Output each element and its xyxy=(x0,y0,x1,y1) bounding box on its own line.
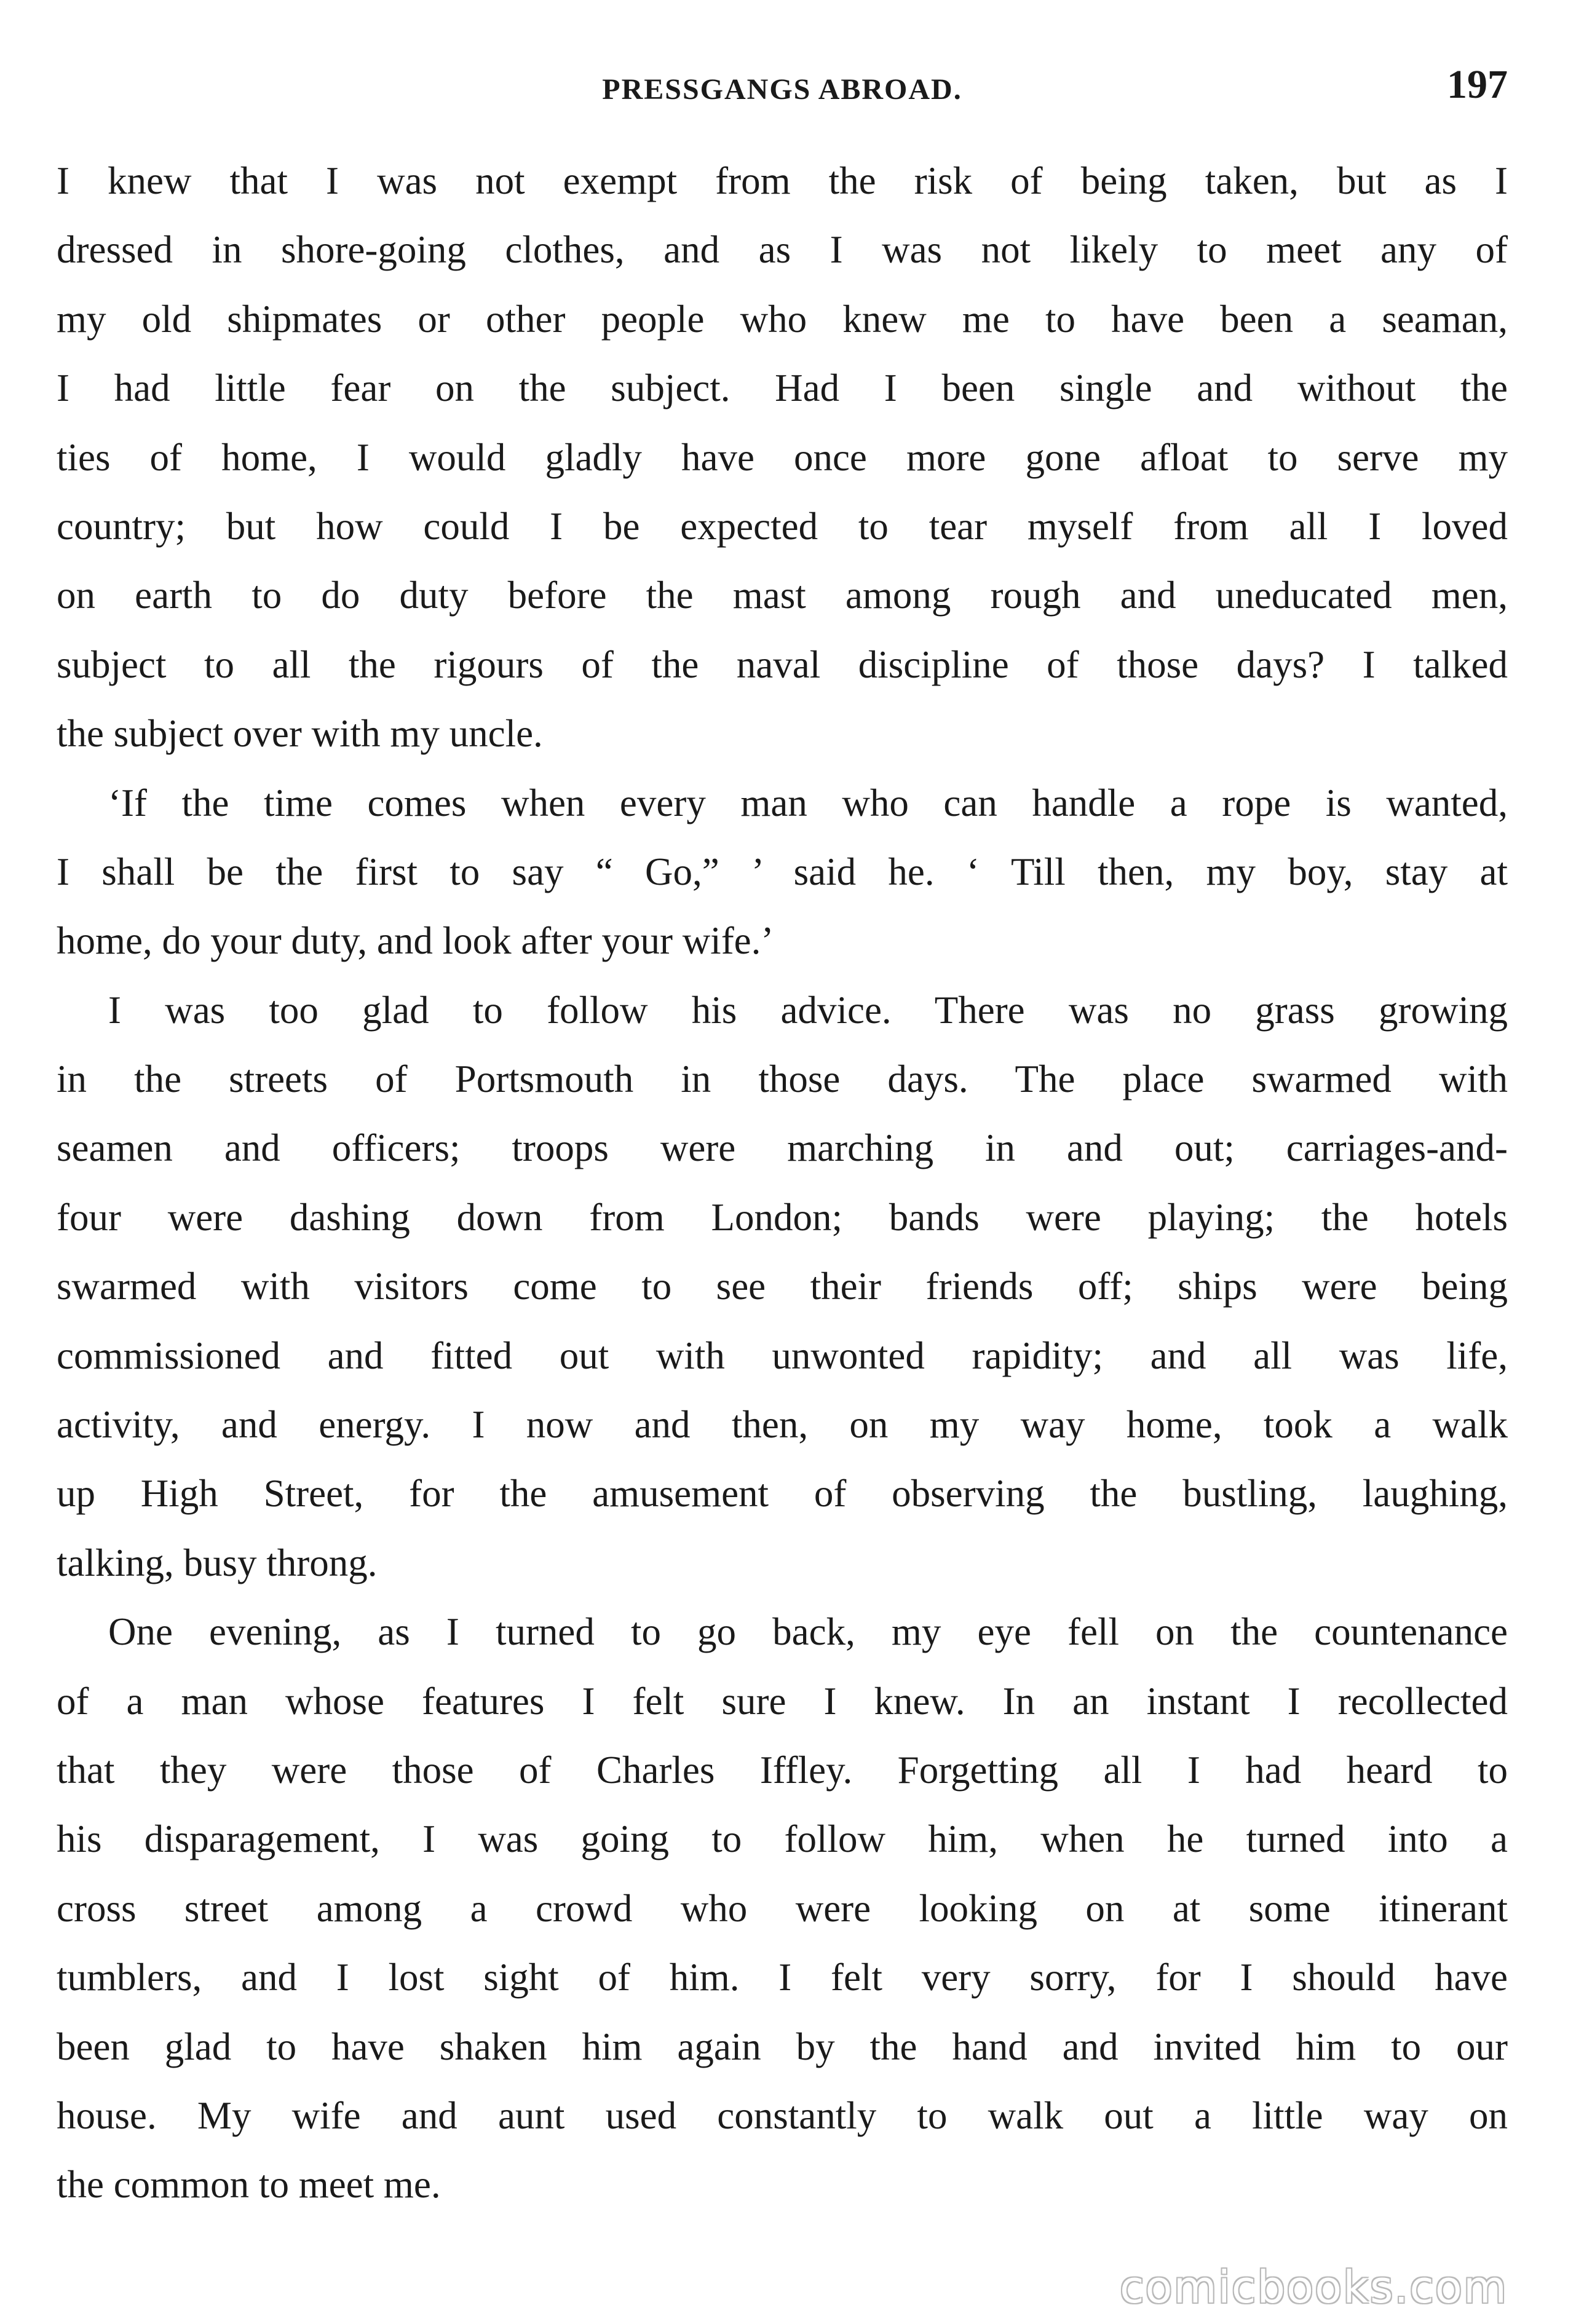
page-number: 197 xyxy=(1447,62,1508,107)
text-line: I had little fear on the subject. Had I been single and without the xyxy=(57,366,1508,410)
text-line: of a man whose features I felt sure I knew. In an instant I recollected xyxy=(57,1679,1508,1723)
paragraph-1 xyxy=(57,146,1508,769)
text-line: ties of home, I would gladly have once more gone afloat to serve my xyxy=(57,435,1508,479)
text-line: in the streets of Portsmouth in those days. The place swarmed with xyxy=(57,1057,1508,1101)
text-line: seamen and officers; troops were marching in and out; carriages-and- xyxy=(57,1126,1508,1170)
site-watermark: comicbooks.com xyxy=(1119,2261,1508,2313)
text-line: dressed in shore-going clothes, and as I was not likely to meet any of xyxy=(57,228,1508,272)
text-line: swarmed with visitors come to see their friends off; ships were being xyxy=(57,1265,1508,1308)
page-header xyxy=(57,61,1508,117)
text-line: his disparagement, I was going to follow him, when he turned into a xyxy=(57,1817,1508,1861)
paragraph-4 xyxy=(57,1597,1508,2219)
text-line: house. My wife and aunt used constantly to walk out a little way on xyxy=(57,2093,1508,2137)
text-line: home, do your duty, and look after your wife.’ xyxy=(57,919,774,963)
text-line: been glad to have shaken him again by the hand and invited him to our xyxy=(57,2025,1508,2068)
text-line: four were dashing down from London; bands were playing; the hotels xyxy=(57,1195,1508,1239)
text-line: One evening, as I turned to go back, my eye fell on the countenance xyxy=(108,1610,1508,1654)
text-line: talking, busy throng. xyxy=(57,1541,378,1584)
text-line: I was too glad to follow his advice. There was no grass growing xyxy=(108,988,1508,1032)
text-line: the common to meet me. xyxy=(57,2163,441,2207)
text-line: activity, and energy. I now and then, on my way home, took a walk xyxy=(57,1403,1508,1447)
text-line: the subject over with my uncle. xyxy=(57,712,543,756)
text-line: on earth to do duty before the mast among rough and uneducated men, xyxy=(57,574,1508,617)
text-line: cross street among a crowd who were looking on at some itinerant xyxy=(57,1886,1508,1930)
text-line: I shall be the first to say “ Go,” ’ said he. ‘ Till then, my boy, stay at xyxy=(57,850,1508,893)
body-text xyxy=(57,146,1508,2219)
text-line: commissioned and fitted out with unwonted rapidity; and all was life, xyxy=(57,1334,1508,1377)
text-line: I knew that I was not exempt from the risk of being taken, but as I xyxy=(57,159,1508,202)
paragraph-3 xyxy=(57,976,1508,1598)
text-line: subject to all the rigours of the naval discipline of those days? I talked xyxy=(57,642,1508,686)
text-line: tumblers, and I lost sight of him. I felt very sorry, for I should have xyxy=(57,1956,1508,1999)
text-line: country; but how could I be expected to tear myself from all I loved xyxy=(57,504,1508,548)
text-line: that they were those of Charles Iffley. Forgetting all I had heard to xyxy=(57,1748,1508,1792)
paragraph-2 xyxy=(57,769,1508,976)
text-line: my old shipmates or other people who knew me to have been a seaman, xyxy=(57,297,1508,341)
text-line: up High Street, for the amusement of observing the bustling, laughing, xyxy=(57,1472,1508,1516)
text-line: ‘If the time comes when every man who can handle a rope is wanted, xyxy=(108,781,1508,824)
running-title: PRESSGANGS ABROAD. xyxy=(602,73,962,106)
